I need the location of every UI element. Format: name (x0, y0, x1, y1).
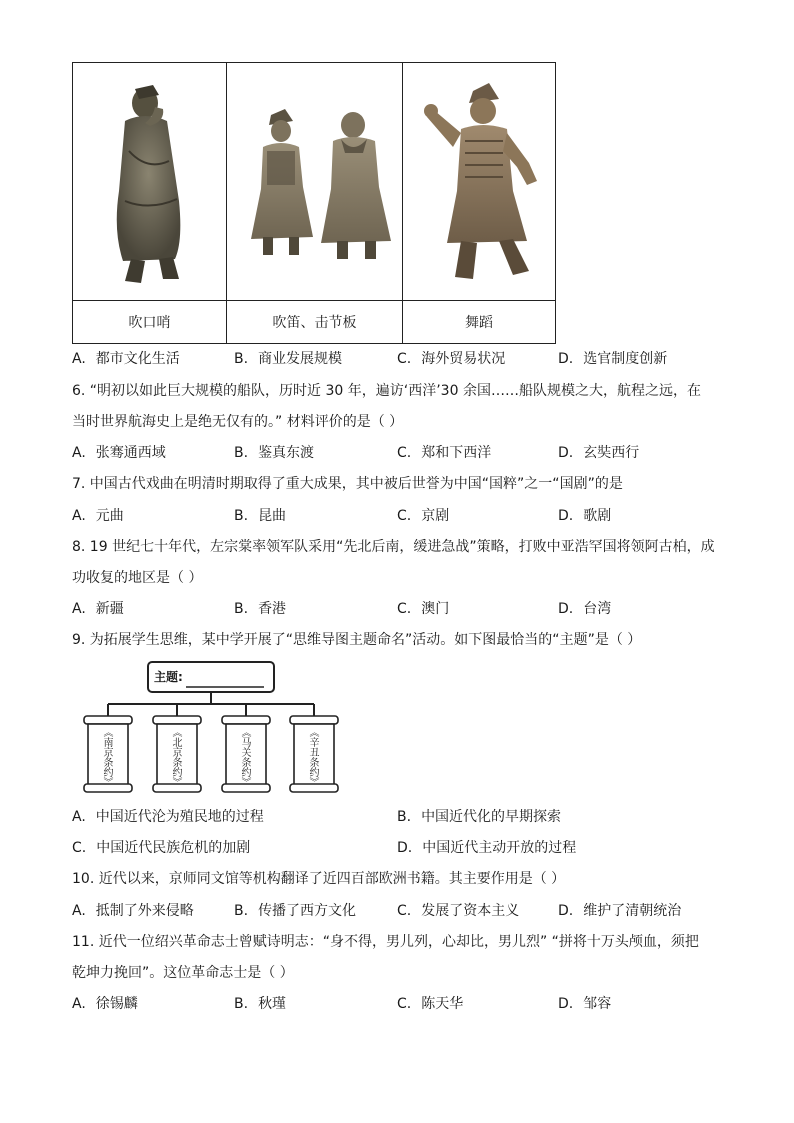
flute-clapper-figurines-image (241, 107, 397, 267)
mind-map-scroll-4: 《辛丑条约》 (307, 727, 318, 787)
q9-option-a[interactable]: A. 中国近代沦为殖民地的过程 (72, 809, 264, 825)
q10-option-c[interactable]: C. 发展了资本主义 (397, 903, 520, 919)
q5-option-b[interactable]: B. 商业发展规模 (234, 351, 343, 367)
q9-stem-line1: 9. 为拓展学生思维，某中学开展了“思维导图主题命名”活动。如下图最恰当的“主题”是（ ） (72, 632, 642, 648)
q6-option-a[interactable]: A. 张骞通西域 (72, 445, 166, 461)
mind-map-scroll-1: 《南京条约》 (101, 727, 112, 787)
q11-option-c[interactable]: C. 陈天华 (397, 996, 464, 1012)
q8-option-b[interactable]: B. 香港 (234, 601, 287, 617)
q11-stem-line2: 乾坤力挽回”。这位革命志士是（ ） (72, 965, 294, 981)
q9-option-b[interactable]: B. 中国近代化的早期探索 (397, 809, 562, 825)
q10-option-d[interactable]: D. 维护了清朝统治 (558, 903, 682, 919)
q9-option-c[interactable]: C. 中国近代民族危机的加剧 (72, 840, 251, 856)
mind-map-scroll-3: 《马关条约》 (239, 727, 250, 787)
q6-option-b[interactable]: B. 鉴真东渡 (234, 445, 315, 461)
whistling-figurine-image (95, 81, 205, 291)
q10-option-b[interactable]: B. 传播了西方文化 (234, 903, 357, 919)
q7-stem-line1: 7. 中国古代戏曲在明清时期取得了重大成果，其中被后世誉为中国“国粹”之一“国剧”的是 (72, 476, 623, 492)
q5-option-c[interactable]: C. 海外贸易状况 (397, 351, 506, 367)
q10-option-a[interactable]: A. 抵制了外来侵略 (72, 903, 194, 919)
q11-option-d[interactable]: D. 邹容 (558, 996, 612, 1012)
caption-flute-clapper: 吹笛、击节板 (272, 315, 357, 331)
q8-option-c[interactable]: C. 澳门 (397, 601, 450, 617)
q7-option-d[interactable]: D. 歌剧 (558, 508, 612, 524)
q5-option-d[interactable]: D. 选官制度创新 (558, 351, 668, 367)
q8-stem-line1: 8. 19 世纪七十年代，左宗棠率领军队采用“先北后南，缓进急战”策略，打败中亚浩罕国将领阿古柏，成 (72, 539, 715, 555)
q5-option-a[interactable]: A. 都市文化生活 (72, 351, 180, 367)
q7-option-a[interactable]: A. 元曲 (72, 508, 124, 524)
q6-option-c[interactable]: C. 郑和下西洋 (397, 445, 492, 461)
mind-map-scroll-2: 《北京条约》 (170, 727, 181, 787)
q9-option-d[interactable]: D. 中国近代主动开放的过程 (397, 840, 577, 856)
q7-option-c[interactable]: C. 京剧 (397, 508, 450, 524)
figurine-table (72, 62, 556, 344)
q6-option-d[interactable]: D. 玄奘西行 (558, 445, 640, 461)
q8-option-a[interactable]: A. 新疆 (72, 601, 124, 617)
q8-stem-line2: 功收复的地区是（ ） (72, 570, 203, 586)
q6-stem-line2: 当时世界航海史上是绝无仅有的。” 材料评价的是（ ） (72, 414, 404, 430)
q11-stem-line1: 11. 近代一位绍兴革命志士曾赋诗明志：“身不得，男儿列，心却比，男儿烈” “拼将十万头颅血，须把 (72, 934, 699, 950)
q11-option-a[interactable]: A. 徐锡麟 (72, 996, 138, 1012)
q7-option-b[interactable]: B. 昆曲 (234, 508, 287, 524)
q8-option-d[interactable]: D. 台湾 (558, 601, 612, 617)
q6-stem-line1: 6. “明初以如此巨大规模的船队，历时近 30 年，遍访‘西洋’30 余国……船队规模之大，航程之远，在 (72, 383, 701, 399)
dancing-figurine-image (417, 81, 547, 291)
q11-option-b[interactable]: B. 秋瑾 (234, 996, 287, 1012)
caption-dance: 舞蹈 (465, 315, 493, 331)
q10-stem-line1: 10. 近代以来，京师同文馆等机构翻译了近四百部欧洲书籍。其主要作用是（ ） (72, 871, 566, 887)
mind-map-topic-label: 主题: (154, 670, 183, 684)
caption-whistle: 吹口哨 (128, 315, 171, 331)
